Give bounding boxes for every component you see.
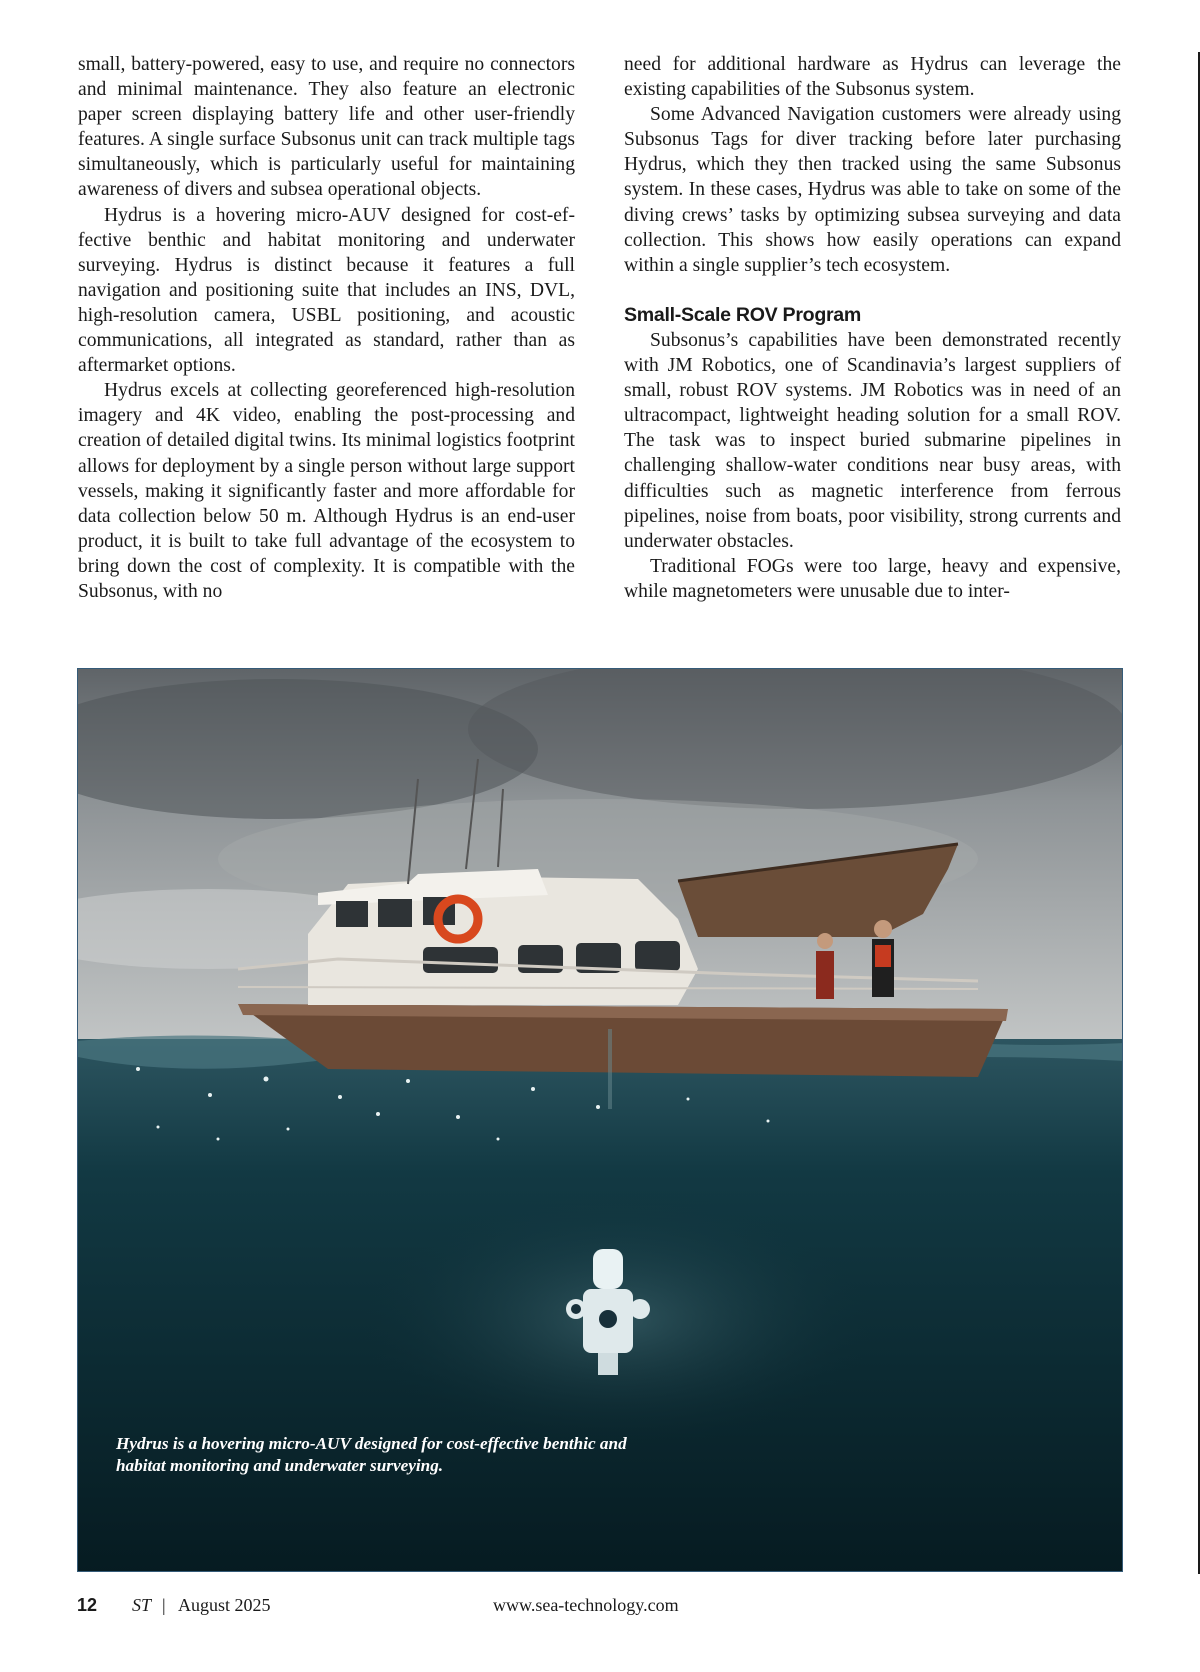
paragraph: small, battery-powered, easy to use, and require no connectors and minimal maintenance. They also feature an electronic paper screen displaying battery life and other user-friendly features. A single surface Subsonus unit can track multiple tags simultaneously, which is particularly useful for maintaining awareness of divers and subsea operational objects. xyxy=(78,54,575,201)
paragraph: Some Advanced Navigation customers were already using Subsonus Tags for diver tracking before later purchasing Hydrus, which they then tracked using the same Subsonus system. In these cases, Hydrus was able to take on some of the diving crews’ tasks by optimizing subsea surveying and data collection. This shows how easily operations can expand within a single supplier’s tech ecosystem. xyxy=(624,104,1121,276)
issue-date: August 2025 xyxy=(178,1595,271,1615)
page-number: 12 xyxy=(77,1595,98,1615)
publication-name: ST xyxy=(132,1595,152,1615)
paragraph: Hydrus excels at collecting georeferenced high-resolution imagery and 4K video, enabling the post-processing and creation of detailed digital twins. Its minimal logistics footprint allows for deployment by a single person without large support vessels, making it significantly faster and more affordable for data collection below 50 m. Although Hydrus is an end-user product, it is built to take full advantage of the ecosystem to bring down the cost of complexity. It is compatible with the Subsonus, with no xyxy=(78,380,575,602)
photo-caption: Hydrus is a hovering micro-AUV designed for cost-effective benthic and habitat monitoring and underwater surveying. xyxy=(116,1434,627,1475)
paragraph: Traditional FOGs were too large, heavy and expensive, while magnetometers were unusable due to inter- xyxy=(624,555,1121,602)
website-url: www.sea-technology.com xyxy=(493,1595,679,1615)
left-text-column xyxy=(78,52,575,604)
right-text-column xyxy=(624,52,1121,604)
window xyxy=(635,941,680,971)
paragraph: Subsonus’s capabilities have been demonstrated recently with JM Robotics, one of Scandinavia’s largest suppliers of small, robust ROV systems. JM Robotics was in need of an ultracompact, lightweight heading solution for a small ROV. The task was to inspect buried submarine pipelines in challenging shallow-water conditions near busy areas, with difficulties such as magnetic interference from ferrous pipelines, noise from boats, poor visibility, strong currents and underwater obstacles. xyxy=(624,329,1121,552)
paragraph: need for additional hardware as Hydrus can leverage the existing capabilities of the Subsonus system. xyxy=(624,54,1121,101)
window xyxy=(378,899,412,927)
window xyxy=(423,947,498,973)
window xyxy=(336,901,368,927)
page-footer xyxy=(0,1592,1200,1622)
crew-member xyxy=(816,951,834,999)
paragraph: Hydrus is a hovering micro-AUV designed for cost-effective benthic and habitat monitoring and underwater surveying. Hydrus is distinct because it features a full navigation and positioning suite that includes an INS, DVL, high-resolution camera, USBL positioning, and acoustic communications, all integrated as standard, rather than as aftermarket options. xyxy=(78,204,575,377)
boat-and-auv-photo xyxy=(77,668,1123,1572)
section-heading: Small-Scale ROV Program xyxy=(624,303,862,326)
footer-separator: | xyxy=(162,1595,166,1615)
window xyxy=(518,945,563,973)
